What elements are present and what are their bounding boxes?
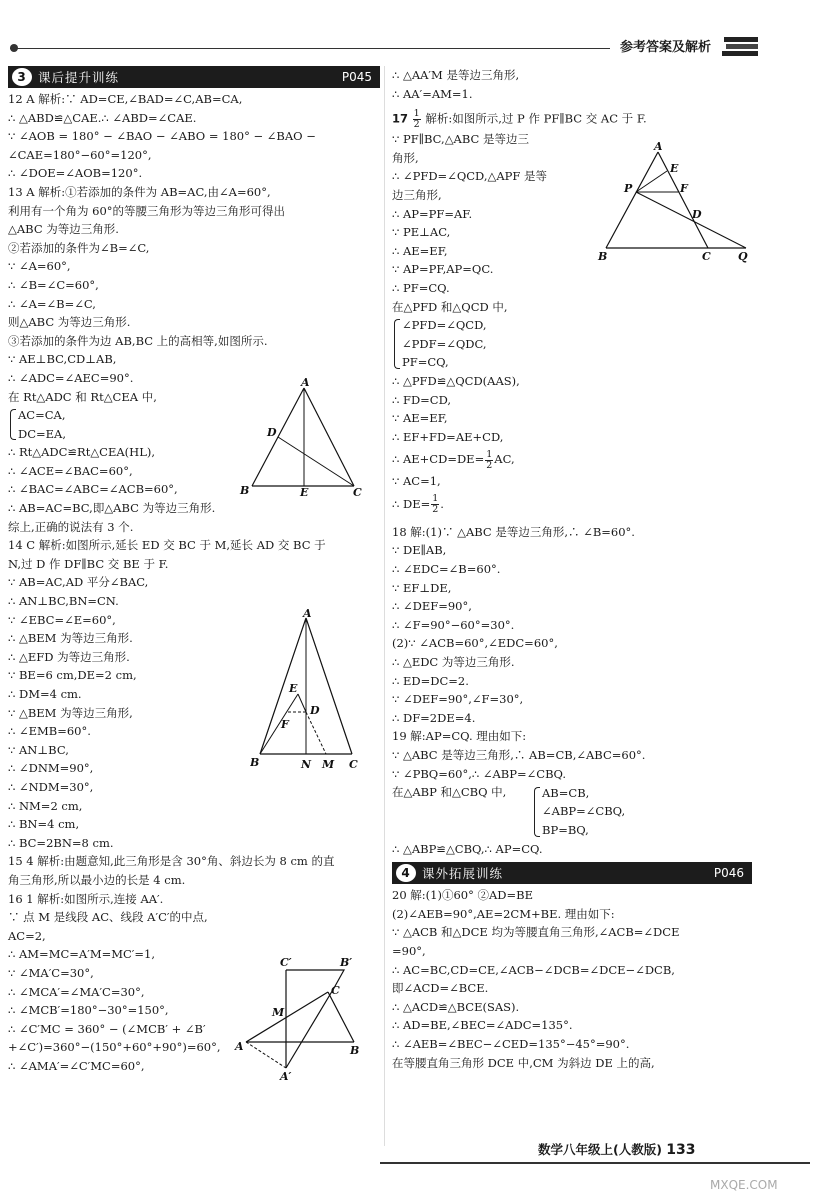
text-line: ∴ △BEM 为等边三角形. (8, 631, 133, 646)
fig14-label-n: N (301, 758, 312, 770)
figure-q14-triangle (250, 608, 360, 770)
fig16-label-c: C (331, 984, 340, 997)
text-line: 在△PFD 和△QCD 中, (392, 299, 508, 314)
fig14-label-m: M (322, 758, 335, 770)
text-line: ∴ △ACD≌△BCE(SAS). (392, 999, 520, 1014)
text-line: 在等腰直角三角形 DCE 中,CM 为斜边 DE 上的高, (392, 1055, 655, 1070)
text-line: ∵ ∠AOB = 180° − ∠BAO − ∠ABO = 180° − ∠BAO − (8, 129, 316, 144)
section-page-ref: P045 (341, 70, 372, 84)
text-line: ∴ ∠DOE=∠AOB=120°. (8, 166, 143, 181)
text-line: △ABC 为等边三角形. (8, 222, 119, 237)
text-line: ∴ AN⊥BC,BN=CN. (8, 594, 119, 609)
brace-condition-group (392, 316, 752, 372)
text-line: AB=CB, (542, 785, 590, 800)
text-line: 16 1 解析:如图所示,连接 AA′. (8, 891, 164, 906)
fig14-label-a: A (303, 608, 312, 620)
fig16-label-m: M (272, 1006, 285, 1019)
text-line: ∠CAE=180°−60°=120°, (8, 147, 152, 162)
page-number: 133 (666, 1142, 696, 1158)
text-line: ∴ ∠EDC=∠B=60°. (392, 562, 501, 577)
answer-text-right-middle (392, 523, 752, 858)
fig14-label-f: F (281, 718, 289, 731)
text-line: ∵ ∠A=60°, (8, 259, 71, 274)
text-line: ∵ DE∥AB, (392, 543, 447, 558)
text-line: ∵ AB=AC,AD 平分∠BAC, (8, 575, 149, 590)
text-line: ∴ AM=MC=A′M=MC′=1, (8, 947, 156, 962)
footer-book-title: 数学八年级上(人教版) (538, 1142, 662, 1157)
fig13-label-b: B (240, 484, 250, 497)
page-footer (538, 1140, 696, 1158)
text-line: ∴ AA′=AM=1. (392, 86, 473, 101)
text-line: ∴ ED=DC=2. (392, 673, 469, 688)
text-line: ∴ PF=CQ. (392, 280, 450, 295)
text-line: ∴ △PFD≌△QCD(AAS), (392, 373, 520, 388)
text-line: ∴ △AA′M 是等边三角形, (392, 68, 520, 82)
text-line: ∴ ∠EMB=60°. (8, 724, 91, 739)
text-line: ∵ AE=EF, (392, 411, 448, 426)
text-line: ∵ AP=PF,AP=QC. (392, 262, 494, 277)
text-line: ∵ △ACB 和△DCE 均为等腰直角三角形,∠ACB=∠DCE (392, 925, 680, 940)
text-line: 利用有一个角为 60°的等腰三角形为等边三角形可得出 (8, 203, 286, 218)
header-rule (10, 48, 610, 49)
text-line: ∴ AE=EF, (392, 243, 448, 258)
q17-sum-line: ∴ AE+CD=DE= $\frac{1}{2}$ AC, (392, 448, 515, 471)
fig14-label-e: E (289, 682, 298, 695)
text-line: ∵ △ABC 是等边三角形,∴ AB=CB,∠ABC=60°. (392, 748, 646, 762)
text-line: ∴ AC=BC,CD=CE,∠ACB−∠DCB=∠DCE−∠DCB, (392, 962, 675, 977)
text-line: ∴ ∠MCA′=∠MA′C=30°, (8, 984, 145, 999)
section-title: 课外拓展训练 (422, 866, 504, 882)
text-line: ∴ BN=4 cm, (8, 817, 80, 832)
text-line: ∴ FD=CD, (392, 392, 452, 407)
fig16-label-a: A (235, 1040, 244, 1053)
text-line: ∴ △EDC 为等边三角形. (392, 655, 515, 670)
text-line: ∴ ∠ACE=∠BAC=60°, (8, 463, 133, 478)
text-line: ∵ AE⊥BC,CD⊥AB, (8, 352, 117, 367)
text-line: ∴ ∠AEB=∠BEC−∠CED=135°−45°=90°. (392, 1036, 630, 1051)
text-line: ∴ ∠PFD=∠QCD,△APF 是等 (392, 169, 548, 184)
text-line: ②若添加的条件为∠B=∠C, (8, 240, 150, 255)
fig16-label-a-prime: A′ (280, 1070, 292, 1082)
text-line: ∵ AC=1, (392, 474, 441, 489)
section-number: 3 (12, 68, 32, 86)
header-title: 参考答案及解析 (620, 40, 712, 55)
fig13-label-a: A (301, 376, 310, 389)
text-line: ∴ NM=2 cm, (8, 798, 83, 813)
text-line: N,过 D 作 DF∥BC 交 BE 于 F. (8, 556, 169, 571)
fig13-label-c: C (353, 486, 362, 498)
section-title: 课后提升训练 (38, 70, 120, 85)
text-line: 13 A 解析:①若添加的条件为 AB=AC,由∠A=60°, (8, 184, 271, 199)
text-line: ∴ ∠A=∠B=∠C, (8, 296, 96, 311)
text-line: ∴ AP=PF=AF. (392, 206, 473, 221)
fig17-label-e: E (670, 162, 679, 175)
text-line: 角形, (392, 150, 419, 165)
q17-number: 17 (392, 111, 409, 126)
text-line: ③若添加的条件为边 AB,BC 上的高相等,如图所示. (8, 333, 268, 348)
text-line: ∴ ∠B=∠C=60°, (8, 277, 99, 292)
section-page-ref: P046 (713, 866, 744, 881)
section-number: 4 (396, 864, 416, 882)
text-line: 19 解:AP=CQ. 理由如下: (392, 729, 527, 744)
text-line: ∴ DF=2DE=4. (392, 710, 476, 725)
fig17-label-b: B (598, 250, 608, 263)
books-icon (722, 34, 762, 58)
text-line: +∠C′)=360°−(150°+60°+90°)=60°, (8, 1040, 221, 1055)
q17-result-line: ∴ DE= $\frac{1}{2}$ . (392, 493, 444, 516)
fraction-half: $\frac{1}{2}$ (486, 448, 493, 471)
q17-answer-fraction: $\frac{1}{2}$ (413, 108, 420, 131)
fraction-half: $\frac{1}{2}$ (432, 493, 439, 516)
text-line: PF=CQ, (402, 355, 449, 370)
text-line: ∴ ∠C′MC = 360° − (∠MCB′ + ∠B′ (8, 1021, 206, 1036)
text-line: ∴ ∠BAC=∠ABC=∠ACB=60°, (8, 482, 178, 497)
figure-q17-triangle (590, 140, 758, 268)
text-line: 角三角形,所以最小边的长是 4 cm. (8, 872, 186, 887)
text-line: ∴ ∠DNM=90°, (8, 761, 94, 776)
fig16-label-c-prime: C′ (280, 956, 292, 969)
text-line: (2)∵ ∠ACB=60°,∠EDC=60°, (392, 636, 558, 651)
text-line: ∴ Rt△ADC≌Rt△CEA(HL), (8, 445, 155, 460)
text-line: 边三角形, (392, 187, 442, 202)
fig16-label-b-prime: B′ (340, 956, 353, 969)
text-line: 14 C 解析:如图所示,延长 ED 交 BC 于 M,延长 AD 交 BC 于 (8, 538, 326, 553)
fig17-label-q: Q (738, 250, 748, 263)
fig16-label-b: B (350, 1044, 360, 1057)
text-line: 18 解:(1)∵ △ABC 是等边三角形,∴ ∠B=60°. (392, 524, 635, 539)
text-line: ∵ 点 M 是线段 AC、线段 A′C′的中点, (8, 910, 208, 925)
text-line: ∵ ∠EBC=∠E=60°, (8, 612, 116, 627)
text-line: ∵ PE⊥AC, (392, 225, 451, 240)
fig14-label-d: D (310, 704, 320, 717)
text-line: ∠ABP=∠CBQ, (542, 804, 626, 819)
answer-text-left (8, 90, 380, 1075)
text-line: ∴ ∠F=90°−60°=30°. (392, 617, 515, 632)
text-line: ∵ EF⊥DE, (392, 580, 452, 595)
text-line: ∴ ∠NDM=30°, (8, 779, 94, 794)
q17-heading (392, 109, 752, 130)
section-banner-4 (392, 862, 752, 884)
watermark: MXQE.COM (710, 1178, 778, 1192)
text-line: 在 Rt△ADC 和 Rt△CEA 中, (8, 389, 157, 404)
text-line: ∴ △ABD≌△CAE.∴ ∠ABD=∠CAE. (8, 110, 197, 125)
section-banner-3 (8, 66, 380, 88)
fig13-label-e: E (300, 486, 309, 498)
answer-text-right-bottom (392, 886, 752, 1072)
text-line: =90°, (392, 943, 426, 958)
footer-rule (380, 1162, 810, 1164)
fig17-label-p: P (624, 182, 633, 195)
text-line: DC=EA, (18, 426, 67, 441)
text-line: 则△ABC 为等边三角形. (8, 315, 131, 330)
text-line: ∵ ∠PBQ=60°,∴ ∠ABP=∠CBQ. (392, 766, 567, 781)
column-divider (384, 66, 385, 1146)
text-line: ∴ ∠DEF=90°, (392, 599, 472, 614)
text-line: (2)∠AEB=90°,AE=2CM+BE. 理由如下: (392, 906, 615, 921)
fig17-label-d: D (692, 208, 702, 221)
figure-q13-triangle (238, 376, 368, 498)
answer-text-right-top (392, 66, 752, 103)
fig14-label-c: C (349, 758, 358, 770)
page-header (10, 30, 810, 60)
text-line: ∵ △BEM 为等边三角形, (8, 705, 133, 720)
brace-condition-group (532, 784, 752, 840)
text-line: ∵ ∠DEF=90°,∠F=30°, (392, 692, 524, 707)
text-line: ∵ AN⊥BC, (8, 742, 69, 757)
text-line: 即∠ACD=∠BCE. (392, 981, 489, 996)
text-line: ∵ BE=6 cm,DE=2 cm, (8, 668, 137, 683)
fig17-label-c: C (702, 250, 711, 263)
text-line: BP=BQ, (542, 822, 589, 837)
fig17-label-a: A (654, 140, 663, 153)
text-line: 在△ABP 和△CBQ 中, (392, 785, 507, 800)
text-line: ∠PDF=∠QDC, (402, 336, 487, 351)
text-line: ∠PFD=∠QCD, (402, 318, 487, 333)
text-line: ∴ △ABP≌△CBQ,∴ AP=CQ. (392, 841, 543, 856)
text-line: 20 解:(1)①60° ②AD=BE (392, 888, 533, 903)
text-line: ∴ DM=4 cm. (8, 687, 82, 701)
text-line: 12 A 解析:∵ AD=CE,∠BAD=∠C,AB=CA, (8, 92, 243, 106)
text-line: 15 4 解析:由题意知,此三角形是含 30°角、斜边长为 8 cm 的直 (8, 854, 335, 869)
fig13-label-d: D (267, 426, 277, 439)
text-line: ∴ ∠ADC=∠AEC=90°. (8, 370, 134, 385)
fig17-label-f: F (680, 182, 688, 195)
q17-line-0: 解析:如图所示,过 P 作 PF∥BC 交 AC 于 F. (425, 111, 647, 126)
fig14-label-b: B (250, 756, 260, 769)
text-line: AC=2, (8, 928, 46, 943)
text-line: ∴ △EFD 为等边三角形. (8, 649, 130, 664)
text-line: ∴ ∠MCB′=180°−30°=150°, (8, 1003, 169, 1018)
text-line: ∴ AB=AC=BC,即△ABC 为等边三角形. (8, 501, 216, 516)
text-line: ∴ AD=BE,∠BEC=∠ADC=135°. (392, 1018, 573, 1033)
text-line: 综上,正确的说法有 3 个. (8, 519, 134, 534)
figure-q16-rotation (234, 954, 366, 1082)
text-line: AC=CA, (18, 408, 66, 423)
text-line: ∴ EF+FD=AE+CD, (392, 429, 504, 444)
text-line: ∴ ∠AMA′=∠C′MC=60°, (8, 1058, 145, 1073)
left-column (8, 66, 380, 1075)
text-line: ∵ PF∥BC,△ABC 是等边三 (392, 132, 529, 147)
text-line: ∴ BC=2BN=8 cm. (8, 835, 114, 850)
text-line: ∵ ∠MA′C=30°, (8, 965, 94, 980)
